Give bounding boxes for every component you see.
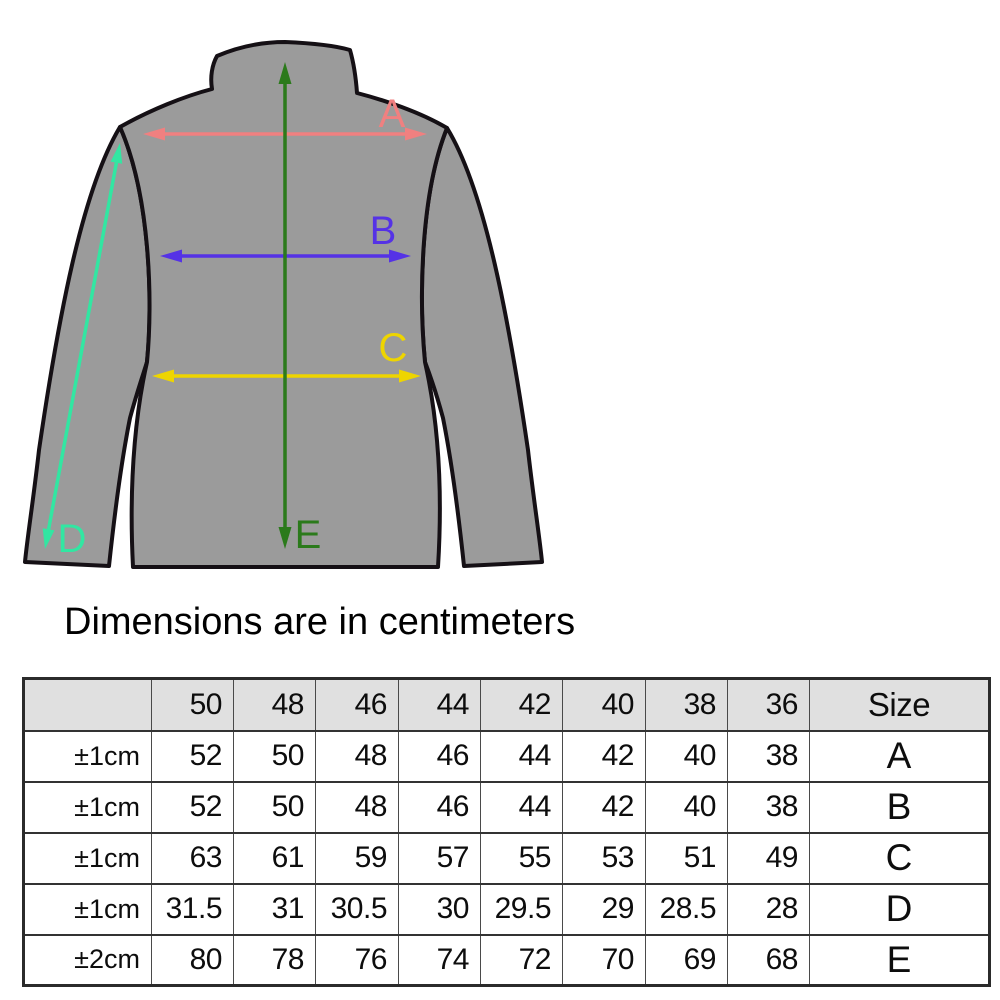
size-letter-cell: D xyxy=(810,884,990,935)
tolerance-cell: ±1cm xyxy=(24,782,152,833)
header-size-44: 44 xyxy=(399,679,481,731)
value-cell: 52 xyxy=(152,731,234,782)
value-cell: 50 xyxy=(234,782,316,833)
value-cell: 68 xyxy=(728,935,810,986)
table-row-a xyxy=(24,731,990,782)
value-cell: 63 xyxy=(152,833,234,884)
value-cell: 46 xyxy=(399,731,481,782)
label-e: E xyxy=(294,513,322,557)
table-row-d xyxy=(24,884,990,935)
value-cell: 69 xyxy=(646,935,728,986)
table-row-c xyxy=(24,833,990,884)
tolerance-cell: ±1cm xyxy=(24,731,152,782)
value-cell: 59 xyxy=(316,833,399,884)
header-size-46: 46 xyxy=(316,679,399,731)
value-cell: 44 xyxy=(481,731,563,782)
value-cell: 61 xyxy=(234,833,316,884)
table-header-row xyxy=(24,679,990,731)
value-cell: 44 xyxy=(481,782,563,833)
label-a: A xyxy=(378,92,406,136)
value-cell: 28.5 xyxy=(646,884,728,935)
value-cell: 76 xyxy=(316,935,399,986)
header-size-label: Size xyxy=(810,679,990,731)
header-size-40: 40 xyxy=(563,679,646,731)
value-cell: 38 xyxy=(728,782,810,833)
value-cell: 70 xyxy=(563,935,646,986)
value-cell: 31.5 xyxy=(152,884,234,935)
size-letter-cell: E xyxy=(810,935,990,986)
value-cell: 80 xyxy=(152,935,234,986)
value-cell: 72 xyxy=(481,935,563,986)
value-cell: 49 xyxy=(728,833,810,884)
label-d: D xyxy=(57,517,87,561)
header-size-42: 42 xyxy=(481,679,563,731)
value-cell: 52 xyxy=(152,782,234,833)
header-size-38: 38 xyxy=(646,679,728,731)
tolerance-cell: ±2cm xyxy=(24,935,152,986)
value-cell: 48 xyxy=(316,731,399,782)
value-cell: 42 xyxy=(563,782,646,833)
tolerance-cell: ±1cm xyxy=(24,884,152,935)
value-cell: 29 xyxy=(563,884,646,935)
size-table xyxy=(22,677,991,987)
header-empty-cell xyxy=(24,679,152,731)
value-cell: 46 xyxy=(399,782,481,833)
size-letter-cell: A xyxy=(810,731,990,782)
value-cell: 74 xyxy=(399,935,481,986)
value-cell: 29.5 xyxy=(481,884,563,935)
value-cell: 55 xyxy=(481,833,563,884)
size-letter-cell: C xyxy=(810,833,990,884)
value-cell: 40 xyxy=(646,782,728,833)
value-cell: 51 xyxy=(646,833,728,884)
value-cell: 57 xyxy=(399,833,481,884)
header-size-50: 50 xyxy=(152,679,234,731)
label-b: B xyxy=(369,209,397,253)
value-cell: 40 xyxy=(646,731,728,782)
value-cell: 48 xyxy=(316,782,399,833)
label-c: C xyxy=(378,326,408,370)
value-cell: 78 xyxy=(234,935,316,986)
jacket-back-illustration xyxy=(0,0,600,600)
table-row-e xyxy=(24,935,990,986)
header-size-36: 36 xyxy=(728,679,810,731)
value-cell: 42 xyxy=(563,731,646,782)
value-cell: 38 xyxy=(728,731,810,782)
value-cell: 50 xyxy=(234,731,316,782)
units-note: Dimensions are in centimeters xyxy=(64,601,576,643)
header-size-48: 48 xyxy=(234,679,316,731)
value-cell: 28 xyxy=(728,884,810,935)
size-letter-cell: B xyxy=(810,782,990,833)
value-cell: 31 xyxy=(234,884,316,935)
table-row-b xyxy=(24,782,990,833)
tolerance-cell: ±1cm xyxy=(24,833,152,884)
value-cell: 30.5 xyxy=(316,884,399,935)
value-cell: 30 xyxy=(399,884,481,935)
value-cell: 53 xyxy=(563,833,646,884)
